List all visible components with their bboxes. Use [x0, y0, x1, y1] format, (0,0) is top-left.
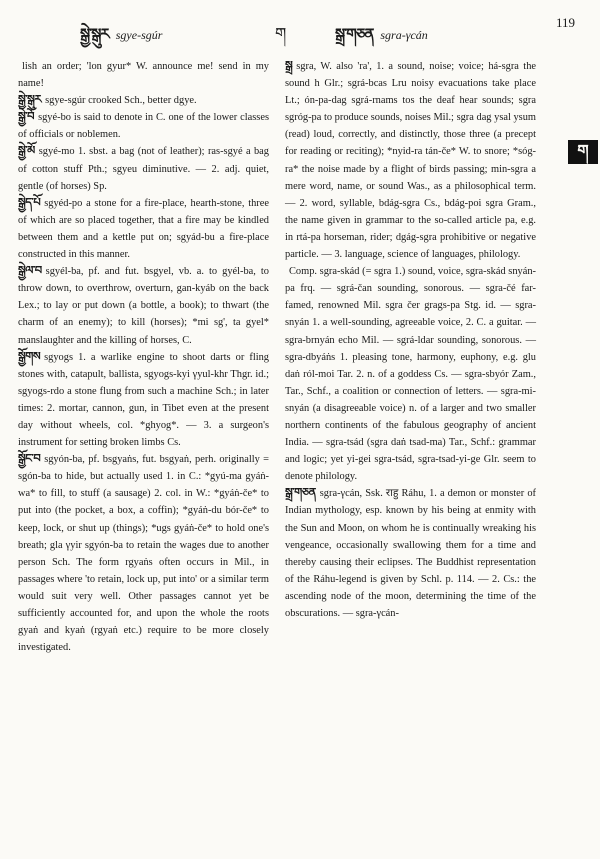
header-left-transliteration: sgye-sgúr	[115, 28, 163, 42]
left-column	[18, 58, 269, 656]
entry: སྒྲ་གཅན sgra-γcán, Ssk. राहु Ráhu, 1. a demon or monster of Indian mythology, esp. known by his being at enmity with the Sun and Moon, on whom he is continually wreaking his vengeance, occasionally swallowing them for a time and thereby causing their eclipses. The Buddhist representation of the Ráhu-legend is given by Schl. p. 114. — 2. Cs.: the ascending node of the moon, determining the time of the obscurations. — sgra-γcán-	[285, 487, 536, 619]
entry: སྒྱེ་སྒུར sgye-sgúr crooked Sch., better dgye.	[18, 94, 197, 107]
right-column	[285, 58, 536, 622]
page-number: 119	[556, 15, 576, 30]
entry: སྒྱེད་པོ sgyéd-po a stone for a fire-place, hearth-stone, three of which are so placed together, that a fire may be kindled between them and a kettle put on; sgyád-bu a fire-place constructed in this manner.	[18, 196, 269, 261]
entry: lish an order; 'lon gyur* W. announce me! send in my name!	[18, 61, 269, 90]
header-right-tibetan: སྒྲ་གཅན	[335, 27, 374, 43]
header-right-transliteration: sgra-γcán	[380, 28, 428, 42]
header-left-tibetan: སྒྱེ་སྒུར	[80, 27, 109, 43]
entry: སྒྱོང་བ sgyón-ba, pf. bsgyaṅs, fut. bsgyaṅ, perh. originally = sgón-ba to hide, but actually used 1. in C.: *gyú-ma gyáṅ-wa* to fill, to stuff (a sausage) 2. col. in W.: *gyáṅ-če* to put into (the pocket, a box, a coffin); *gyáṅ-du bór-če* to keep, lock, or shut up (things); *ugs gyáṅ-če* to hold one's breath; gla γyir sgyón-ba to retain the wages due to another person Sch. The form rgyaṅs often occurs in Mil., in passages where 'to retain, lock up, put into' or a similar term would suit very well. Other passages cannot yet be sufficiently accounted for, and upon the whole the roots gyaṅ and kyaṅ (rgyaṅ etc.) require to be more closely investigated.	[18, 453, 269, 654]
entry: སྒྱེ་བོ sgyé-bo is said to denote in C. one of the lower classes of officials or noblemen.	[18, 111, 269, 141]
header-section-letter: ག	[275, 26, 287, 43]
header-left-headword	[80, 18, 162, 60]
entry: Comp. sgra-skád (= sgra 1.) sound, voice, sgra-skád snyán-pa frq. — sgrá-čan sounding, sonorous. — sgra-čé far-famed, renowned Mil. sgra čer grags-pa Stg. id. — sgra-snyán 1. a well-sounding, agreeable voice, 2. C. a guitar. — sgra-brnyán echo Mil. — sgrá-ldar sounding, sonorous. — sgra-dbyáṅs 1. pleasing tone, harmony, euphony, e.g. glu daṅ ról-moi Tar. 2. n. of a goddess Cs. — sgra-sbyór Zam., Tar., Schf., a coalition or connection of letters. — sgra-mi-snyán (a disagreeable voice) n. of a larger and two smaller northern continents of the fabulous geography of ancient India. — sgra-tsád (sgra daṅ tsad-ma) Tar., Schf.: grammar and logic; yet yi-gei sgra-tsád, sgra-tsad-yi-ge Glr. seem to denote philology.	[285, 266, 536, 483]
entry: སྒྱེལ་བ sgyél-ba, pf. and fut. bsgyel, vb. a. to gyél-ba, to throw down, to overthrow, overturn, gan-kyáb on the back Lex.; to lay or put down (a bottle, a book); to thwart (the charm of an enemy); to kill (horses); *mi sg', ta gyel* manslaughter and the killing of horses, C.	[18, 265, 269, 346]
entry: སྒྲ sgra, W. also 'ra', 1. a sound, noise; voice; há-sgra the sound h Glr.; sgrá-bcas Lru noisy evacuations take place Lt.; ón-pa-dag sgrá-rnams tos the deaf hear sounds; sgra sgróg-pa to produce sounds, noises Mil.; sgra dag ysal ysum (read) loud, correctly, and distinctly, those three (a precept for reading or reciting); *nyid-ra tán-če* W. to snore; *sóg-ra* the noise made by a flight of birds passing; min-sgra a mere word, name, or sound Was., as a philosophical term. — 2. word, syllable, bdág-sgra Cs., bdág-poi sgra Gram., the name given in grammar to the so-called article pa, e.g. in rtá-pa horseman, rider; dgág-sgra prohibitive or negative particle. — 3. language, science of languages, philology.	[285, 60, 536, 261]
thumb-index-tab: ག	[568, 140, 598, 164]
entry: སྒྱེ་མོ sgyé-mo 1. sbst. a bag (not of leather); ras-sgyé a bag of cotton stuff Pth.; sgyeu diminutive. — 2. adj. quiet, gentle (of horses) Sp.	[18, 145, 269, 192]
entry: སྒྱོགས sgyogs 1. a warlike engine to shoot darts or fling stones with, catapult, ballista, sgyogs-kyi γyul-khr Thgr. id.; sgyogs-rdo a stone flung from such a machine Sch.; in later times: 2. mortar, cannon, gun, in Tibet even at the present day without wheels, col. *ghyog*. — 3. a surgeon's instrument for setting broken limbs Cs.	[18, 350, 269, 449]
header-right-headword	[335, 18, 428, 60]
running-header	[0, 8, 600, 50]
